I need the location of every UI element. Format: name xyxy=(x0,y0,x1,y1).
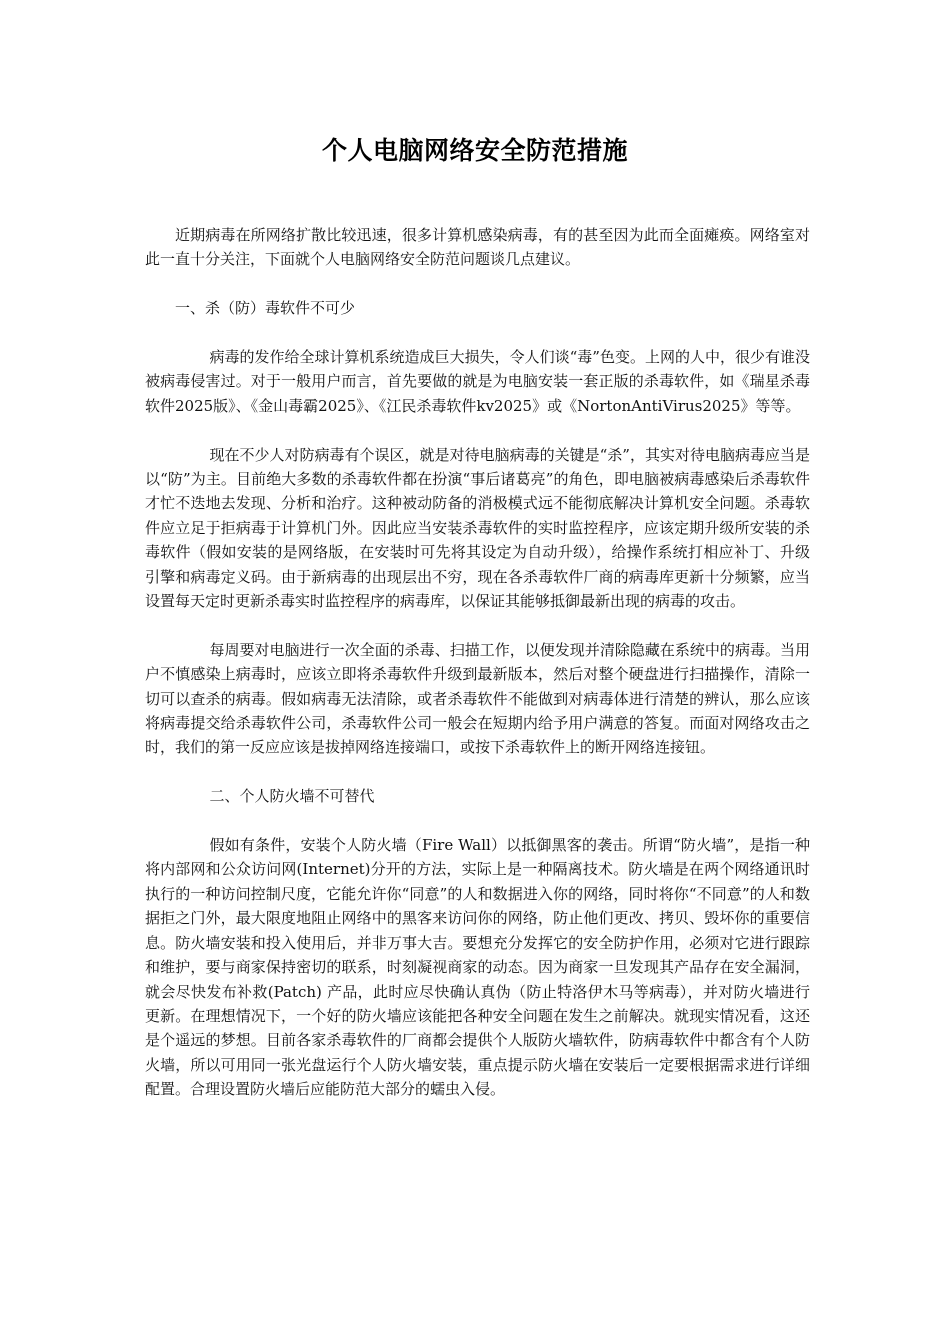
body-paragraph: 现在不少人对防病毒有个误区，就是对待电脑病毒的关键是“杀”，其实对待电脑病毒应当是以“防”为主。目前绝大多数的杀毒软件都在扮演“事后诸葛亮”的角色，即电脑被病毒感染后杀毒软件才忙不迭地去发现、分析和治疗。这种被动防备的消极模式远不能彻底解决计算机安全问题。杀毒软件应立足于拒病毒于计算机门外。因此应当安装杀毒软件的实时监控程序，应该定期升级所安装的杀毒软件（假如安装的是网络版，在安装时可先将其设定为自动升级），给操作系统打相应补丁、升级引擎和病毒定义码。由于新病毒的出现层出不穷，现在各杀毒软件厂商的病毒库更新十分频繁，应当设置每天定时更新杀毒实时监控程序的病毒库，以保证其能够抵御最新出现的病毒的攻击。 xyxy=(145,445,810,611)
section-heading-firewall: 二、个人防火墙不可替代 xyxy=(209,787,375,806)
document-title: 个人电脑网络安全防范措施 xyxy=(321,136,628,165)
section-heading-antivirus: 一、杀（防）毒软件不可少 xyxy=(175,299,356,318)
document-body xyxy=(145,223,810,1126)
body-paragraph: 假如有条件，安装个人防火墙（Fire Wall）以抵御黑客的袭击。所谓“防火墙”，是指一种将内部网和公众访问网(Internet)分开的方法，实际上是一种隔离技术。防火墙是在两个网络通讯时执行的一种访问控制尺度，它能允许你“同意”的人和数据进入你的网络，同时将你“不同意”的人和数据拒之门外，最大限度地阻止网络中的黑客来访问你的网络，防止他们更改、拷贝、毁坏你的重要信息。防火墙安装和投入使用后，并非万事大吉。要想充分发挥它的安全防护作用，必须对它进行跟踪和维护，要与商家保持密切的联系，时刻凝视商家的动态。因为商家一旦发现其产品存在安全漏洞，就会尽快发布补救(Patch) 产品，此时应尽快确认真伪（防止特洛伊木马等病毒），并对防火墙进行更新。在理想情况下，一个好的防火墙应该能把各种安全问题在发生之前解决。就现实情况看，这还是个遥远的梦想。目前各家杀毒软件的厂商都会提供个人版防火墙软件，防病毒软件中都含有个人防火墙，所以可用同一张光盘运行个人防火墙安装，重点提示防火墙在安装后一定要根据需求进行详细配置。合理设置防火墙后应能防范大部分的蠕虫入侵。 xyxy=(145,836,810,1099)
body-paragraph: 病毒的发作给全球计算机系统造成巨大损失，令人们谈“毒”色变。上网的人中，很少有谁没被病毒侵害过。对于一般用户而言，首先要做的就是为电脑安装一套正版的杀毒软件，如《瑞星杀毒软件2025版》、《金山毒霸2025》、《江民杀毒软件kv2025》或《NortonAntiVirus2025》等等。 xyxy=(145,348,810,415)
intro-paragraph: 近期病毒在所网络扩散比较迅速，很多计算机感染病毒，有的甚至因为此而全面瘫痪。网络室对此一直十分关注，下面就个人电脑网络安全防范问题谈几点建议。 xyxy=(145,226,810,269)
body-paragraph: 每周要对电脑进行一次全面的杀毒、扫描工作，以便发现并清除隐藏在系统中的病毒。当用户不慎感染上病毒时，应该立即将杀毒软件升级到最新版本，然后对整个硬盘进行扫描操作，清除一切可以查杀的病毒。假如病毒无法清除，或者杀毒软件不能做到对病毒体进行清楚的辨认，那么应该将病毒提交给杀毒软件公司，杀毒软件公司一般会在短期内给予用户满意的答复。而面对网络攻击之时，我们的第一反应应该是拔掉网络连接端口，或按下杀毒软件上的断开网络连接钮。 xyxy=(145,640,810,757)
